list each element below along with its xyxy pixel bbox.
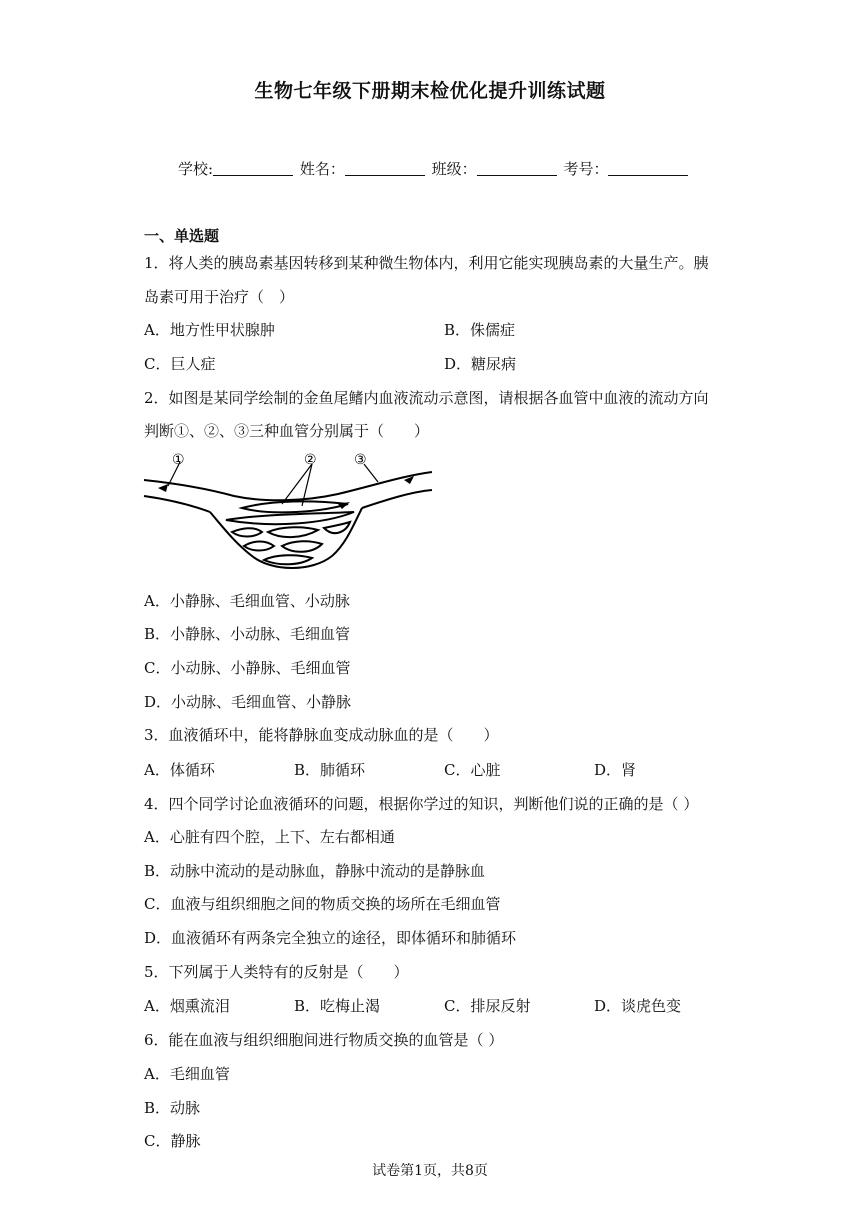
q4-stem: 4．四个同学讨论血液循环的问题，根据你学过的知识，判断他们说的正确的是（ ） (144, 795, 699, 813)
school-blank[interactable] (213, 161, 293, 176)
q3-option-a[interactable]: A．体循环 (144, 761, 215, 779)
q2-option-a[interactable]: A．小静脉、毛细血管、小动脉 (144, 592, 350, 610)
label-2: ② (304, 452, 317, 468)
q2-stem-line1: 2．如图是某同学绘制的金鱼尾鳍内血液流动示意图，请根据各血管中血液的流动方向 (144, 389, 709, 407)
q2-stem-line2: 判断①、②、③三种血管分别属于（ ） (144, 422, 430, 440)
q6-option-b[interactable]: B．动脉 (144, 1099, 201, 1117)
q2-option-c[interactable]: C．小动脉、小静脉、毛细血管 (144, 659, 351, 677)
q6-option-c[interactable]: C．静脉 (144, 1132, 201, 1150)
q5-option-a[interactable]: A．烟熏流泪 (144, 997, 230, 1015)
q1-stem-line1: 1．将人类的胰岛素基因转移到某种微生物体内，利用它能实现胰岛素的大量生产。胰 (144, 254, 709, 272)
class-label: 班级： (431, 160, 477, 178)
page-title: 生物七年级下册期末检优化提升训练试题 (254, 80, 606, 102)
number-label: 考号： (563, 160, 609, 178)
q6-option-a[interactable]: A．毛细血管 (144, 1065, 230, 1083)
label-3: ③ (354, 452, 367, 468)
q3-option-c[interactable]: C．心脏 (444, 761, 501, 779)
q6-stem: 6．能在血液与组织细胞间进行物质交换的血管是（ ） (144, 1031, 504, 1049)
section-heading: 一、单选题 (144, 227, 220, 245)
q5-option-b[interactable]: B．吃梅止渴 (294, 997, 381, 1015)
q3-option-d[interactable]: D．肾 (594, 761, 637, 779)
label-1: ① (172, 452, 185, 468)
q4-option-c[interactable]: C．血液与组织细胞之间的物质交换的场所在毛细血管 (144, 895, 501, 913)
name-blank[interactable] (345, 161, 425, 176)
q5-option-d[interactable]: D．谈虎色变 (594, 997, 682, 1015)
student-info-line (178, 158, 690, 179)
q1-option-c[interactable]: C．巨人症 (144, 355, 216, 373)
q2-option-b[interactable]: B．小静脉、小动脉、毛细血管 (144, 625, 351, 643)
class-blank[interactable] (477, 161, 557, 176)
q1-option-d[interactable]: D．糖尿病 (444, 355, 517, 373)
page-footer: 试卷第1页，共8页 (372, 1163, 488, 1179)
q4-option-d[interactable]: D．血液循环有两条完全独立的途径，即体循环和肺循环 (144, 929, 517, 947)
q1-option-b[interactable]: B．侏儒症 (444, 321, 516, 339)
q5-option-c[interactable]: C．排尿反射 (444, 997, 531, 1015)
q1-stem-line2: 岛素可用于治疗（ ） (144, 288, 295, 306)
q2-option-d[interactable]: D．小动脉、毛细血管、小静脉 (144, 693, 352, 711)
q4-option-a[interactable]: A．心脏有四个腔，上下、左右都相通 (144, 828, 395, 846)
q4-option-b[interactable]: B．动脉中流动的是动脉血，静脉中流动的是静脉血 (144, 862, 486, 880)
q1-option-a[interactable]: A．地方性甲状腺肿 (144, 321, 275, 339)
school-label: 学校: (178, 160, 214, 178)
q3-option-b[interactable]: B．肺循环 (294, 761, 366, 779)
number-blank[interactable] (608, 161, 688, 176)
q5-stem: 5．下列属于人类特有的反射是（ ） (144, 963, 409, 981)
q3-stem: 3．血液循环中，能将静脉血变成动脉血的是（ ） (144, 726, 499, 744)
blood-vessel-diagram (142, 446, 434, 582)
name-label: 姓名： (299, 160, 345, 178)
